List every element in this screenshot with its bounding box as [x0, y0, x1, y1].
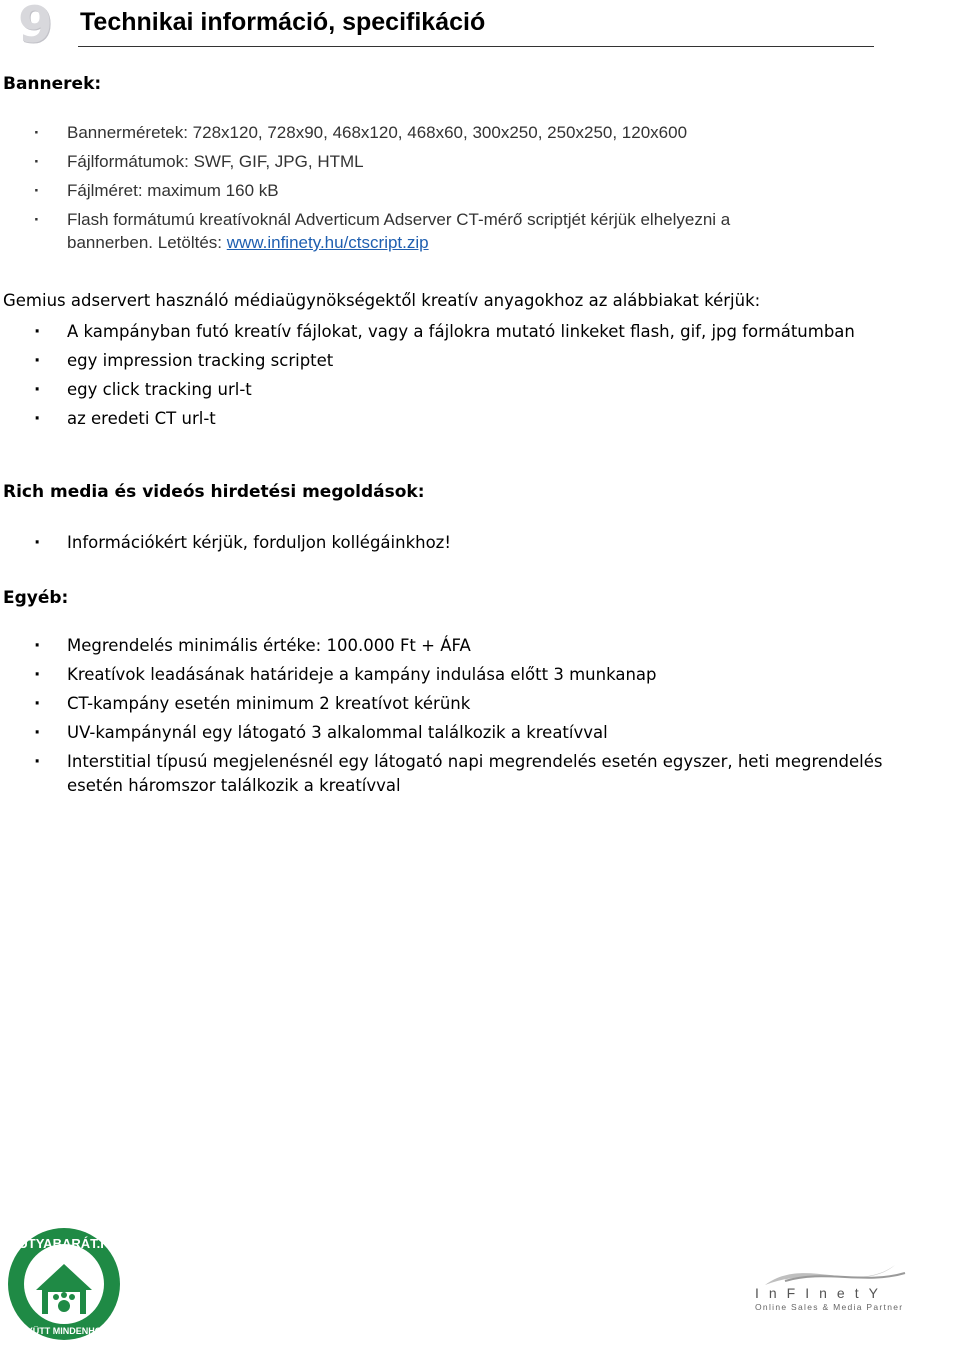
list-item: · Kreatívok leadásának határideje a kampány indulása előtt 3 munkanap: [0, 660, 900, 689]
kutyabarat-text: KUTYABARÁT.HU: [8, 1236, 120, 1251]
other-list: [0, 631, 900, 776]
other-continuation: esetén háromszor találkozik a kreatívval: [67, 776, 401, 795]
list-item: · Információkért kérjük, forduljon kollégáinkhoz!: [0, 528, 900, 557]
kutyabarat-subtext: EGYÜTT MINDENHOVÁ: [13, 1326, 115, 1336]
list-item: · az eredeti CT url-t: [0, 404, 900, 433]
rich-media-list: [0, 528, 900, 557]
gemius-list: [0, 317, 900, 433]
other-heading: Egyéb:: [3, 588, 69, 608]
download-line: [67, 233, 429, 253]
list-item: · Interstitial típusú megjelenésnél egy látogató napi megrendelés esetén egyszer, heti megrendelés: [0, 747, 900, 776]
list-item: · egy impression tracking scriptet: [0, 346, 900, 375]
infinety-wordmark: InFInetY: [755, 1285, 888, 1301]
list-item: · Fájlformátumok: SWF, GIF, JPG, HTML: [0, 147, 900, 176]
list-item: · A kampányban futó kreatív fájlokat, vagy a fájlokra mutató linkeket flash, gif, jpg formátumban: [0, 317, 900, 346]
list-item: · Flash formátumú kreatívoknál Adverticum Adserver CT-mérő scriptjét kérjük elhelyezni a: [0, 205, 900, 234]
page-header: [0, 0, 960, 54]
list-item: · egy click tracking url-t: [0, 375, 900, 404]
page-title: Technikai információ, specifikáció: [80, 8, 486, 36]
list-item: · Megrendelés minimális értéke: 100.000 Ft + ÁFA: [0, 631, 900, 660]
title-underline: [78, 46, 874, 47]
list-item: · Bannerméretek: 728x120, 728x90, 468x120, 468x60, 300x250, 250x250, 120x600: [0, 118, 900, 147]
download-link[interactable]: www.infinety.hu/ctscript.zip: [226, 233, 429, 252]
list-item: · Fájlméret: maximum 160 kB: [0, 176, 900, 205]
infinety-tagline: Online Sales & Media Partner: [755, 1302, 904, 1312]
list-item: · UV-kampánynál egy látogató 3 alkalommal találkozik a kreatívval: [0, 718, 900, 747]
download-prefix: bannerben. Letöltés:: [67, 233, 227, 252]
banners-list: [0, 118, 900, 234]
banners-heading: Bannerek:: [3, 74, 102, 94]
kutyabarat-logo: [6, 1218, 122, 1346]
gemius-intro: Gemius adservert használó médiaügynökségektől kreatív anyagokhoz az alábbiakat kérjük:: [3, 291, 761, 310]
rich-media-heading: Rich media és videós hirdetési megoldások:: [3, 482, 425, 502]
page-number: 9: [18, 0, 53, 54]
list-item: · CT-kampány esetén minimum 2 kreatívot kérünk: [0, 689, 900, 718]
